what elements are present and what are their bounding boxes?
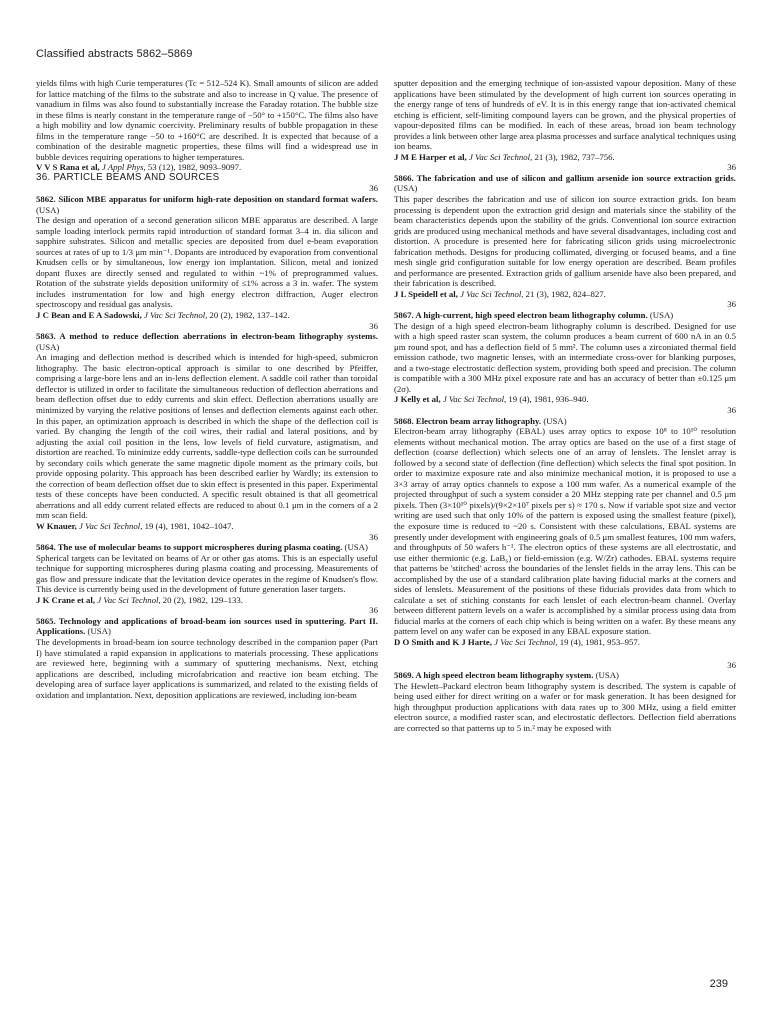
abstract-body: The design of a high speed electron-beam lithography column is described. Designed for use with a high speed raster scan system, the column produces a beam current of 600 nA in an 0.5 μm round spot, and has a deflection field of 5 mm². The column uses a zirconiated thermal field emission cathode, two magnetic lenses, with an intermediate cross-over for blanking purposes, and a two-stage electrostatic deflection system, providing both speed and precision. The column is compatible with a 300 MHz pixel exposure rate and has an accuracy of better than ±0.125 μm (2σ). [394, 320, 736, 394]
citation-authors: J C Bean and E A Sadowski, [36, 310, 142, 321]
abstract-title-text: 5864. The use of molecular beams to support microspheres during plasma coating. [36, 542, 343, 553]
abstract-body: Spherical targets can be levitated on beams of Ar or other gas atoms. This is an especially useful technique for supporting microspheres during plasma coating and processing. Measurements of gas flow and pressure indicate that the levitation device operates in the regime of Knudsen's flow. This device is currently being used in the development of future generation laser targets. [36, 552, 378, 595]
abstract-continuation-text: yields films with high Curie temperatures (Tc = 512–524 K). Small amounts of silicon are added for lattice matching of the films to the substrate and also to increase in Q value. The presence of vanadium in films was also found to substantially increase the Faraday rotation. The bubble size in these films is nearly constant in the temperature range of −50° to +150°C. The films also have a high mobility and low dynamic coercivity. Preliminary results of bubble propagation in these films in the temperature range −50 to +160°C are described. It is expected that because of a combination of the desirable magnetic properties, these films will find a widespread use in bubble devices requiring operations to higher temperatures. [36, 78, 378, 162]
citation-authors: V V S Rana et al, [36, 162, 100, 173]
abstract-5862 [36, 183, 378, 320]
page-number: 239 [709, 978, 728, 990]
abstract-5864 [36, 532, 378, 606]
abstract-title [394, 416, 736, 427]
country-tag: (USA) [595, 670, 619, 681]
abstract-5866 [394, 162, 736, 299]
country-tag: (USA) [344, 542, 368, 553]
citation [394, 394, 736, 405]
category-number: 36 [369, 605, 378, 616]
abstract-5863 [36, 321, 378, 532]
abstract-title [36, 331, 378, 352]
abstract-title-text: 5865. Technology and applications of broad-beam ion sources used in sputtering. Part II. Applications. [36, 615, 378, 637]
abstract-continuation-text: sputter deposition and the emerging technique of ion-assisted vapour deposition. Many of these applications have been stimulated by the development of high current ion sources operating in the energy range of tens of hundreds of eV. It is in this energy range that ion-activated chemical etching is efficient, self-limiting compound layers can be grown, and the physical properties of vapour-deposited films can be modified. In each of these areas, broad ion beam technology provides a link between other large area plasma processes and surface analytical techniques using ion beams. [394, 78, 736, 152]
country-tag: (USA) [36, 204, 60, 215]
citation-journal: J Vac Sci Technol, [97, 594, 161, 605]
citation [36, 595, 378, 606]
abstract-title [394, 173, 736, 194]
spacer [394, 648, 736, 660]
abstract-body: This paper describes the fabrication and use of silicon ion source extraction grids. Ion beam processing is dependent upon the extraction grid design and materials since the stability of the beam characteristics depends upon the stability of the grids. Conventional ion source extraction grids are produced using mechanical methods and have several disadvantages, including cost and distortion. A procedure is presented here for fabricating silicon grids using microelectronic fabrication methods. Designs for producing collimated, diverging or focused beams, and a fine mesh single grid configuration suitable for low energy operation are described. Beam profiles and performance are presented. Extraction grids of gallium arsenide have also been prepared, and their fabrication is described. [394, 194, 736, 289]
abstract-title-text: 5862. Silicon MBE apparatus for uniform high-rate deposition on standard format wafers. [36, 194, 378, 205]
citation-journal: J Appl Phys, [101, 162, 146, 173]
section-title: 36. PARTICLE BEAMS AND SOURCES [36, 171, 220, 183]
country-tag: (USA) [87, 626, 111, 637]
abstract-body: The Hewlett–Packard electron beam lithography system is described. The system is capable of being used either for direct writing on a wafer or for mask generation. It has been designed for high throughput production applications with data rates up to 300 MHz, using a field emitter electron source, a modified raster scan, and electrostatic deflectors. Deflection field aberrations are corrected so that patterns up to 5 in.² may be exposed with [394, 680, 736, 733]
abstract-title-text: 5863. A method to reduce deflection aberrations in electron-beam lithography systems. [36, 331, 378, 342]
citation-authors: J Kelly et al, [394, 394, 441, 405]
category-number: 36 [369, 320, 378, 331]
abstract-5865 [36, 605, 378, 700]
citation-journal: J Vac Sci Technol, [79, 520, 143, 531]
citation-authors: J K Crane et al, [36, 594, 96, 605]
citation-ref: 21 (3), 1982, 824–827. [525, 288, 606, 299]
citation-ref: 53 (12), 1982, 9093–9097. [147, 162, 242, 173]
citation-journal: J Vac Sci Technol, [494, 636, 558, 647]
citation-journal: J Vac Sci Technol, [143, 310, 208, 321]
citation [36, 521, 378, 532]
abstract-title-text: 5866. The fabrication and use of silicon and gallium arsenide ion source extraction grids. [394, 172, 736, 183]
citation-journal: J Vac Sci Technol, [468, 151, 533, 162]
country-tag: (USA) [649, 310, 674, 321]
citation-journal: J Vac Sci Technol, [442, 394, 507, 405]
category-number: 36 [369, 183, 378, 194]
abstract-body: The design and operation of a second generation silicon MBE apparatus are described. A large sample loading interlock permits rapid introduction of standard format 3–4 in. dia silicon and sapphire substrates. Silicon and metallic species are deposited from duel e-beam evaporation sources at rates of up to 1/3 μm min⁻¹. Dopants are introduced by evaporation from conventional Knudsen cells or by simultaneous, low energy ion implantation. Silicon, metal and ionized dopant fluxes are directly sensed and regulated to within ~1% of preprogrammed values. Rotation of the substrate yields deposition uniformity of ≤1% across a 3 in. wafer. The system includes instrumentation for low and high energy electron diffraction, Auger electron spectroscopy and residual gas analysis. [36, 215, 378, 310]
category-number: 36 [727, 404, 736, 415]
citation-ref: 19 (4), 1981, 1042–1047. [144, 520, 234, 531]
citation [394, 289, 736, 300]
citation-journal: J Vac Sci Technol, [460, 288, 524, 299]
citation [394, 152, 736, 163]
citation-authors: W Knauer, [36, 520, 77, 531]
citation-authors: D O Smith and K J Harte, [394, 636, 492, 647]
category-number: 36 [727, 659, 736, 670]
citation-ref: 20 (2), 1982, 129–133. [162, 594, 243, 605]
abstract-5869 [394, 660, 736, 734]
abstract-title [394, 310, 736, 321]
country-tag: (USA) [543, 415, 567, 426]
right-column [394, 78, 736, 733]
abstract-body: The developments in broad-beam ion source technology described in the companion paper (Part I) have stimulated a rapid expansion in applications to materials processing. These applications are reviewed here, beginning with a summary of sputtering mechanisms. Next, etching applications are described, including microfabrication and reactive ion beam etching. The developing area of surface layer applications is summarized, and related to the existing fields of oxidation and implantation. Next, deposition applications are reviewed, including ion-beam [36, 636, 378, 700]
country-tag: (USA) [394, 183, 418, 194]
abstract-body: Electron-beam array lithography (EBAL) uses array optics to expose 10⁸ to 10¹⁰ resolution elements without mechanical motion. The array optics are based on the use of a first stage of deflection (coarse deflection) which selects one of an array of lenslets. The lenslet array is followed by a second state of deflection (fine deflection) which selects the final spot position. In order to maximize exposure rate and also minimize mechanical motion, it is proposed to use a 3×3 array of array optics channels to expose a 100 mm wafer. As a numerical example of the projected throughput of such a system consider a 20 MHz stepping rate per channel and 0.5 μm pixels. Then (3×10¹⁰ pixels)/(9×2×10⁷ pixels per s) ≈ 170 s. Now if variable spot size and vector writing are used such that only 10% of the pattern is exposed using the smallest feature (pixel), the exposure time is reduced to ~20 s. Consistent with these calculations, EBAL systems are presently under development with engineering goals of 0.5 μm smallest features, 100 mm wafers, and throughputs of 50 wafers h⁻¹. The electron optics of these systems are all electrostatic, and use either thermionic (e.g. LaB₆) or field-emission (e.g. W/Zr) cathodes. EBAL systems require that patterns be 'stitched' across the boundaries of the lenslet fields in the array lens. This can be accomplished by the use of a standard calibration plate having fiducial marks at the corners and sides of lenslets. Measurement of the positions of these fiducials provides data from which to calculate a set of stiching constants for each lenslet of each electron-beam channel. Overlay between different pattern levels on a wafer is accomplished by a similar process using data from fiducial marks at the corners of each chip which is being written on a wafer. By these means any pattern level on any wafer can be exposed in any EBAL exposure station. [394, 426, 736, 637]
citation-ref: 19 (4), 1981, 936–940. [508, 394, 589, 405]
country-tag: (USA) [36, 341, 60, 352]
citation-authors: J M E Harper et al, [394, 151, 467, 162]
abstract-title-text: 5869. A high speed electron beam lithography system. [394, 670, 594, 681]
left-column [36, 78, 378, 700]
abstract-title [394, 670, 736, 681]
abstract-title [36, 542, 378, 553]
citation-ref: 20 (2), 1982, 137–142. [209, 310, 290, 321]
citation [36, 310, 378, 321]
citation [394, 637, 736, 648]
abstract-title [36, 616, 378, 637]
running-head: Classified abstracts 5862–5869 [36, 48, 193, 60]
abstract-5867 [394, 299, 736, 404]
category-number: 36 [727, 162, 736, 173]
citation-ref: 21 (3), 1982, 737–756. [534, 151, 615, 162]
category-number: 36 [369, 531, 378, 542]
citation-ref: 19 (4), 1981, 953–957. [559, 636, 640, 647]
abstract-title [36, 194, 378, 215]
citation-authors: J L Speidell et al, [394, 288, 458, 299]
abstract-body: An imaging and deflection method is described which is intended for high-speed, submicron lithography. The basic electron-optical approach is similar to one described by Pfeiffer, comprising a large-bore lens and an in-lens deflection element. A saddle coil rather than toroidal deflector is utilized in order to facilitate the simultaneous reduction of deflection aberrations and beam deflection offset due to eddy currents and skin effect. Deflection aberrations usually are minimized by varying the relative positions of lenses and deflection elements against each other. In this paper, an optimization approach is described in which the shape of the deflection coil is varied. By changing the length of the coil wires, their radial and lateral positions, and by adjusting the axial coil position in the lens, low levels of field curvature, astigmatism, and distortion are reached. To minimize eddy currents, saddle-type deflection coils can be surrounded by secondary coils which generate the same magnetic dipole moment as the primary coils, but provide opposing polarity. This approach has been described earlier by Wardly; its extension to the correction of beam deflection offset due to skin effect is presented in this paper. Experimental tests of these concepts have been conducted. A specific result obtained is that all geometrical aberrations and all eddy current related effects are reduced to about 0.1 μm in the corners of a 2 mm scan field. [36, 352, 378, 521]
abstract-5868 [394, 405, 736, 648]
category-number: 36 [727, 299, 736, 310]
abstract-title-text: 5867. A high-current, high speed electron beam lithography column. [394, 310, 648, 321]
abstract-title-text: 5868. Electron beam array lithography. [394, 415, 542, 426]
